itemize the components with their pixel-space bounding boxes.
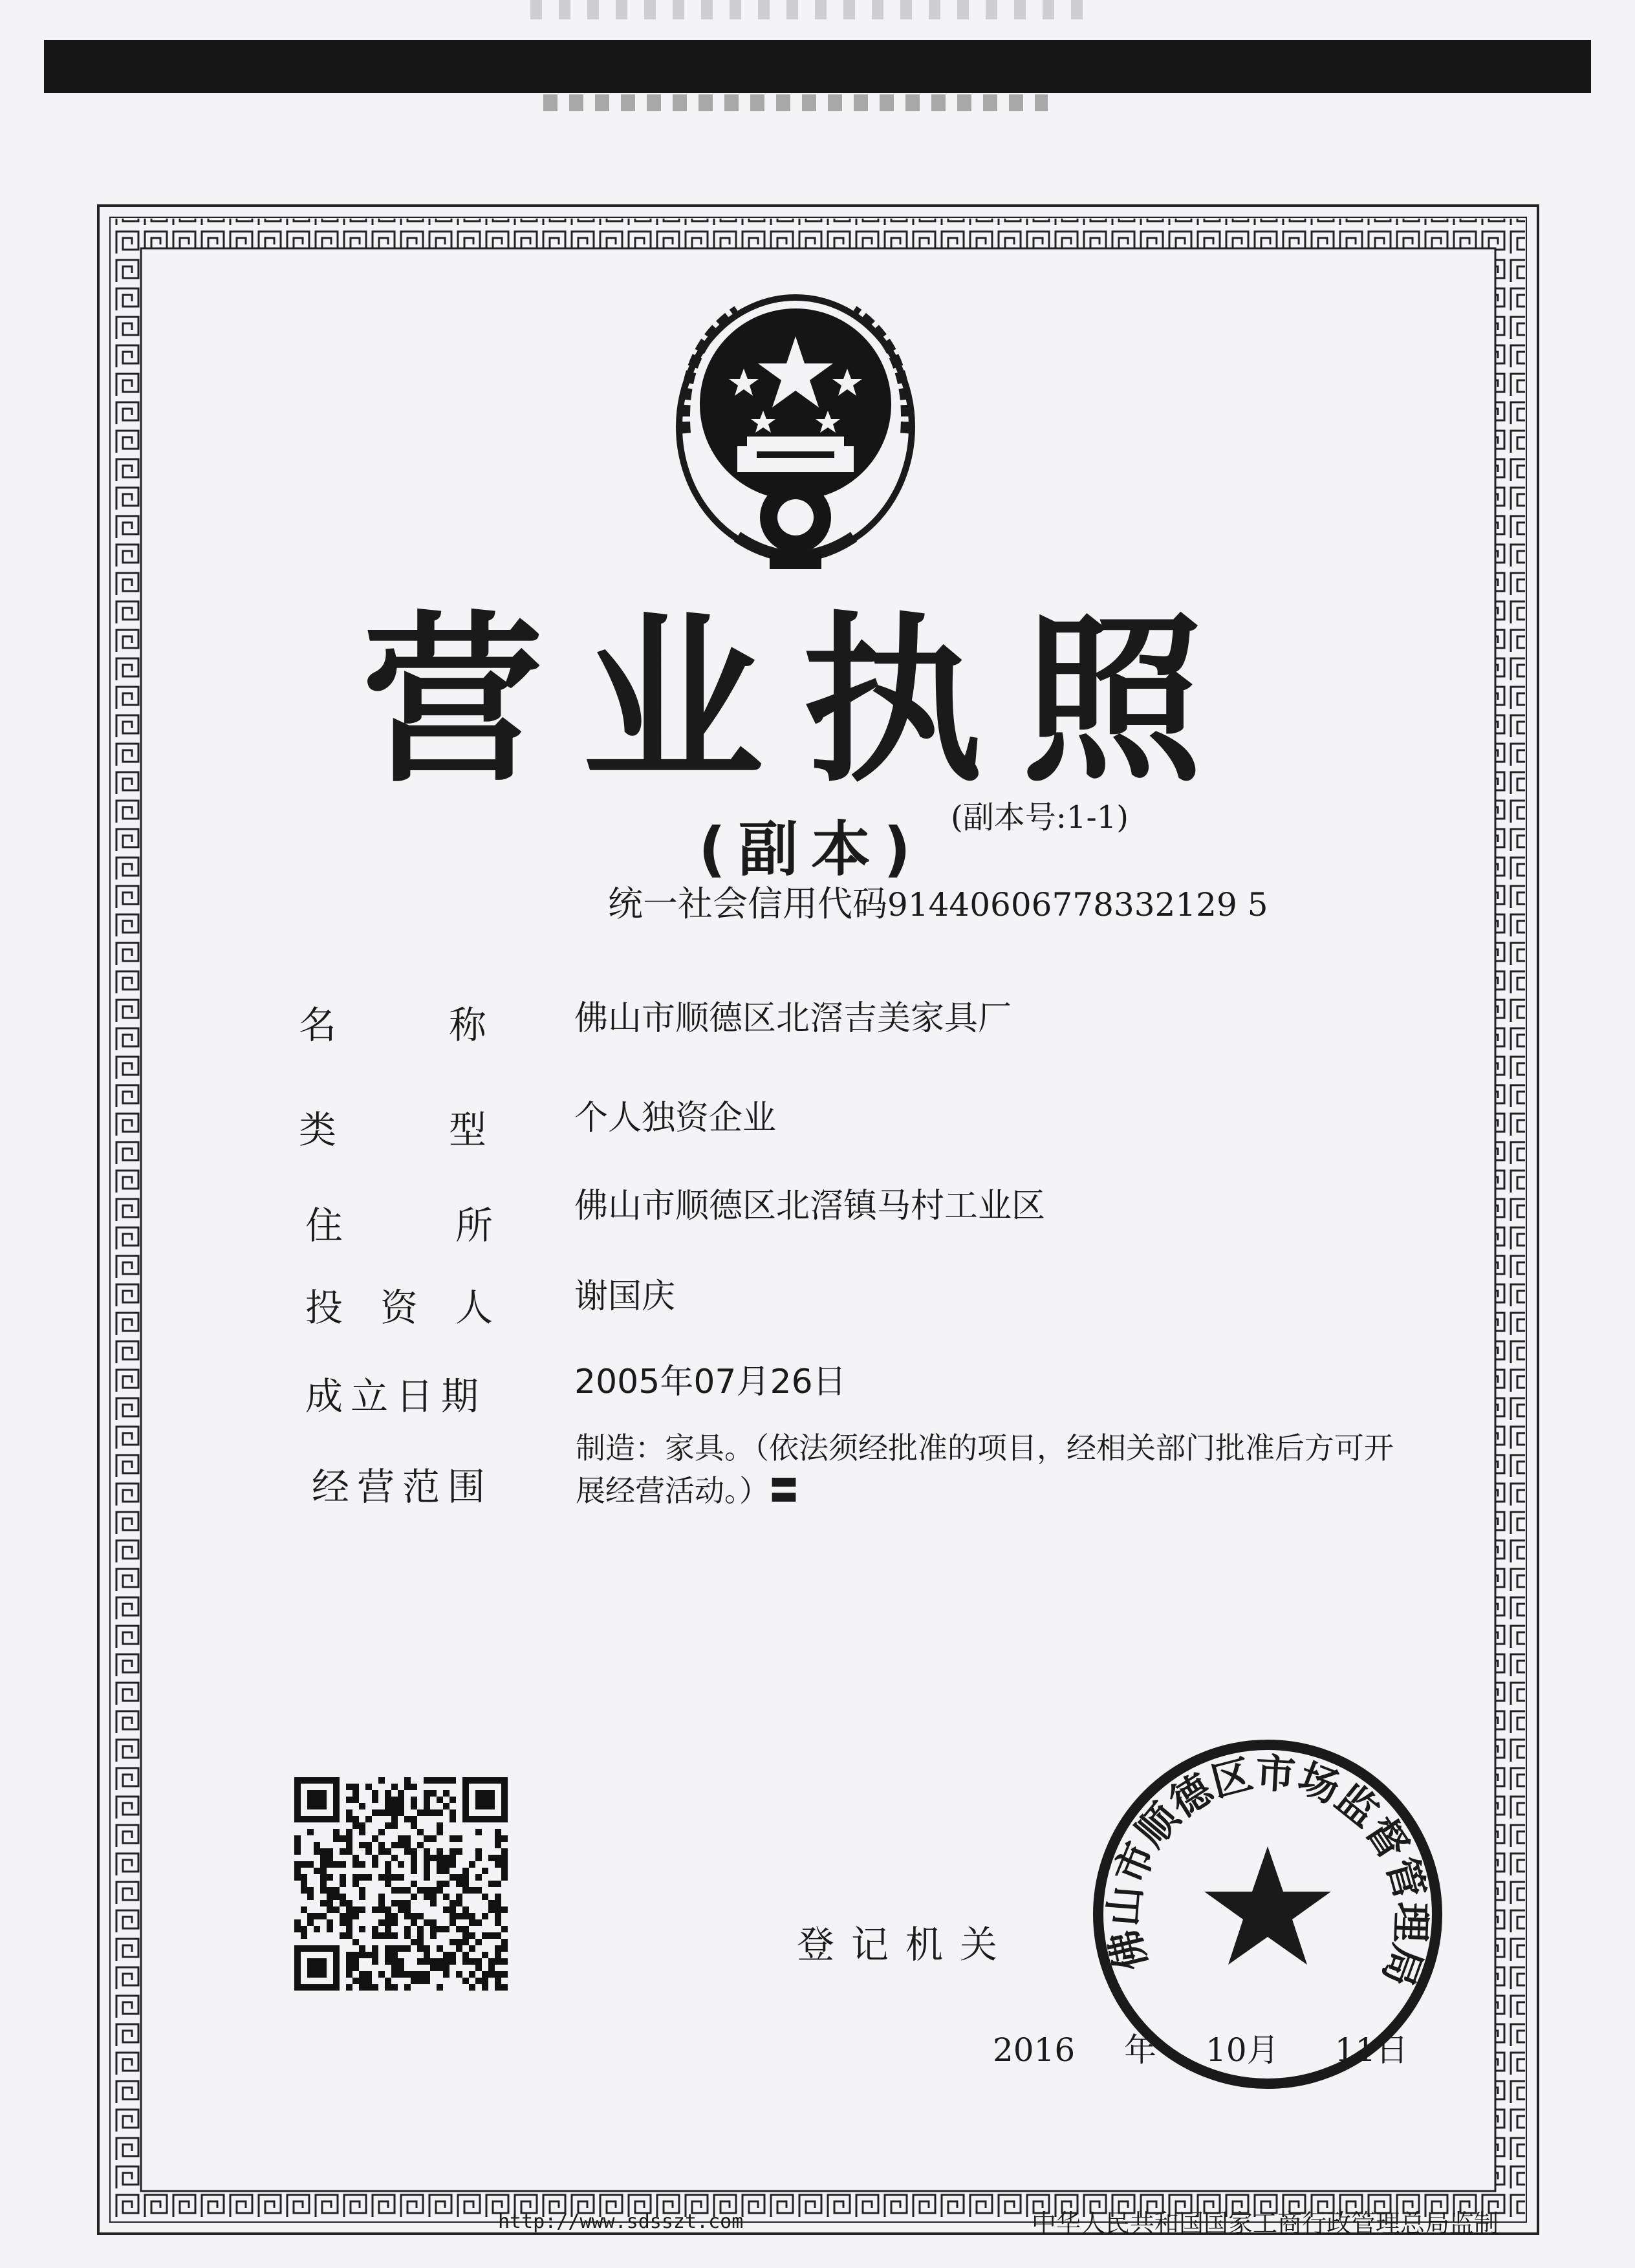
document-subtitle: (副本) xyxy=(698,815,924,884)
credit-code-label: 统一社会信用代码 xyxy=(608,883,887,924)
field-label-scope: 经营范围 xyxy=(312,1465,493,1509)
field-value-scope: 制造：家具。（依法须经批准的项目，经相关部门批准后方可开展经营活动。）〓 xyxy=(576,1431,1394,1508)
credit-code-row xyxy=(608,876,1268,926)
field-label-type: 类 型 xyxy=(299,1108,487,1152)
footer-supervision: 中华人民共和国国家工商行政管理总局监制 xyxy=(1032,2209,1499,2238)
date-day-unit: 日 xyxy=(1376,2031,1409,2069)
date-month: 10 xyxy=(1206,2031,1247,2069)
date-month-unit: 月 xyxy=(1246,2031,1279,2069)
footer-url: http://www.sdsszt.com xyxy=(498,2210,744,2233)
registration-authority-label: 登记机关 xyxy=(797,1923,1015,1967)
field-label-investor: 投 资 人 xyxy=(305,1286,493,1330)
national-emblem xyxy=(660,285,931,582)
qr-code xyxy=(294,1777,508,1991)
seal-text: 佛山市顺德区市场监督管理局 xyxy=(1099,1749,1435,1993)
official-seal xyxy=(1087,1733,1449,2095)
field-value-address: 佛山市顺德区北滘镇马村工业区 xyxy=(574,1187,1046,1226)
field-value-investor: 谢国庆 xyxy=(574,1277,676,1316)
date-year-unit: 年 xyxy=(1124,2031,1157,2069)
field-label-address: 住 所 xyxy=(305,1204,493,1247)
credit-code-value: 91440606778332129 5 xyxy=(887,886,1268,923)
document-title: 营业执照 xyxy=(362,596,1242,807)
copy-number: (副本号:1-1) xyxy=(951,799,1129,836)
field-label-name: 名 称 xyxy=(299,1003,487,1047)
field-label-established: 成立日期 xyxy=(305,1374,487,1418)
date-day: 11 xyxy=(1334,2031,1376,2069)
field-value-name: 佛山市顺德区北滘吉美家具厂 xyxy=(574,999,1012,1038)
field-value-established: 2005年07月26日 xyxy=(574,1363,847,1401)
field-value-type: 个人独资企业 xyxy=(574,1099,777,1138)
date-year: 2016 xyxy=(993,2031,1076,2069)
